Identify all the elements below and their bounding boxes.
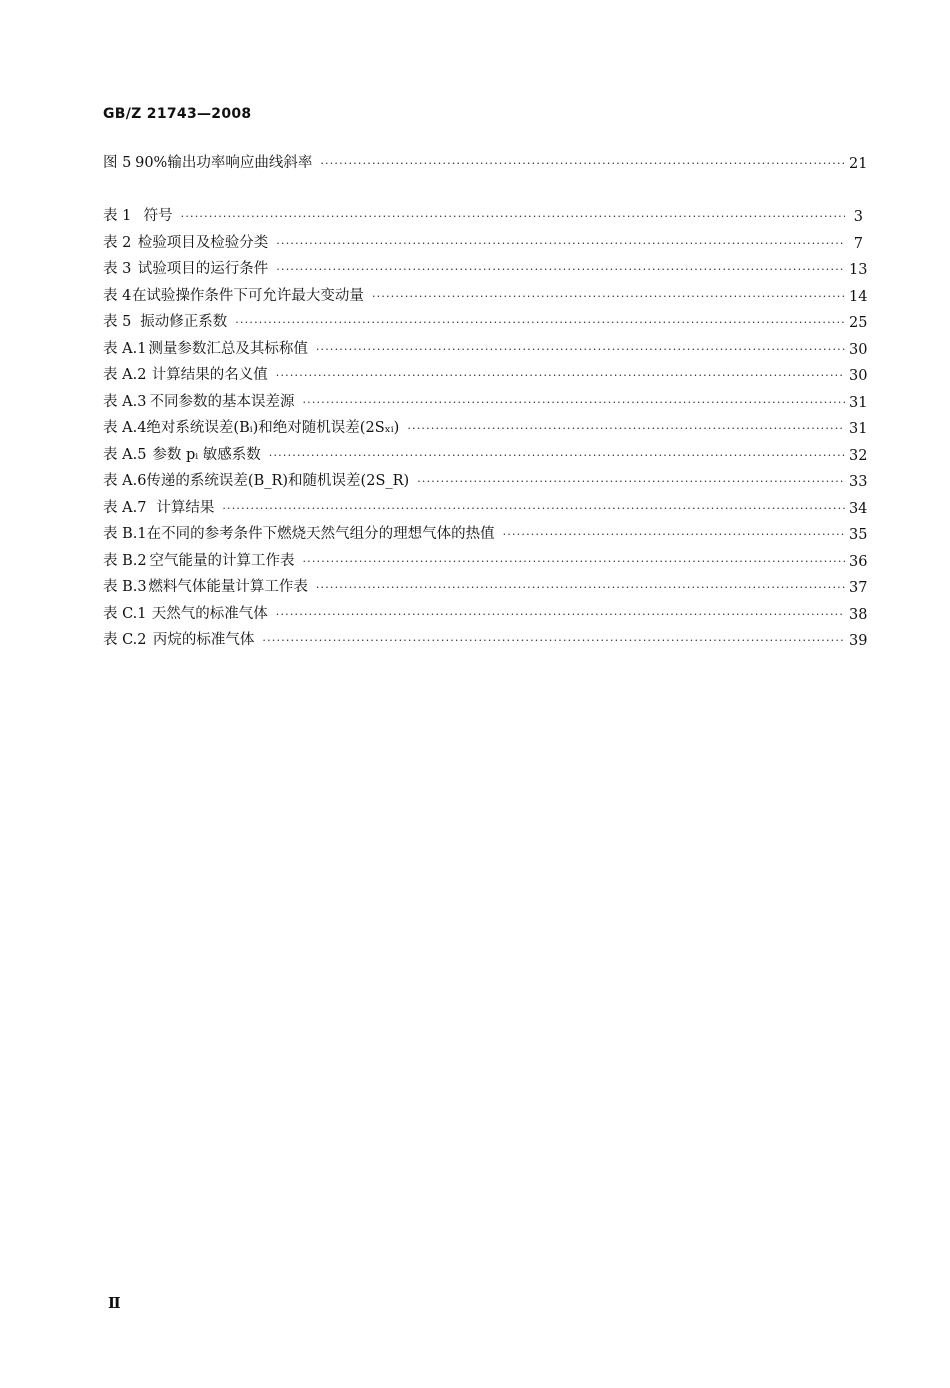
toc-entry-table-3[interactable]: [103, 256, 868, 278]
toc-entry-table-b3[interactable]: [103, 574, 868, 596]
entry-page: 30: [849, 342, 868, 358]
dot-leader: [235, 315, 845, 331]
dot-leader: [181, 209, 845, 225]
entry-label: 表 2: [103, 235, 132, 251]
entry-title: 空气能量的计算工作表: [149, 553, 295, 569]
entry-page: 7: [853, 236, 863, 252]
toc-entry-table-a3[interactable]: [103, 389, 868, 411]
dot-leader: [302, 395, 845, 411]
toc-entry-table-c2[interactable]: [103, 627, 868, 649]
entry-label: 表 1: [103, 208, 132, 224]
entry-page: 38: [849, 607, 868, 623]
entry-title: 测量参数汇总及其标称值: [148, 341, 308, 357]
toc-entry-figure-5[interactable]: [103, 150, 868, 172]
entry-title: 在试验操作条件下可允许最大变动量: [131, 288, 364, 304]
entry-label: 表 A.2: [103, 367, 147, 383]
entry-page: 25: [849, 315, 868, 331]
entry-page: 32: [849, 448, 868, 464]
entry-title: 试验项目的运行条件: [137, 261, 269, 277]
dot-leader: [316, 342, 845, 358]
entry-page: 35: [849, 527, 868, 543]
entry-title: 计算结果: [156, 500, 215, 516]
page-number: Ⅱ: [108, 1294, 121, 1312]
entry-page: 36: [849, 554, 868, 570]
entry-title: 检验项目及检验分类: [137, 235, 269, 251]
entry-page: 34: [848, 501, 868, 517]
toc-entry-table-a4[interactable]: [103, 415, 868, 437]
dot-leader: [262, 633, 845, 649]
toc-entry-table-b1[interactable]: [103, 521, 868, 543]
dot-leader: [417, 474, 845, 490]
dot-leader: [503, 527, 845, 543]
toc-entry-table-b2[interactable]: [103, 548, 868, 570]
entry-label: 表 4: [103, 288, 132, 304]
entry-page: 21: [849, 156, 868, 172]
dot-leader: [276, 236, 845, 252]
entry-title: 参数 pᵢ 敏感系数: [152, 447, 261, 463]
dot-leader: [276, 262, 845, 278]
toc-entry-table-2[interactable]: [103, 230, 863, 252]
entry-label: 图 5: [103, 155, 132, 171]
entry-label: 表 A.5: [103, 447, 147, 463]
entry-label: 表 5: [103, 314, 132, 330]
entry-label: 表 A.7: [103, 500, 147, 516]
dot-leader: [269, 448, 845, 464]
toc-entry-table-c1[interactable]: [103, 601, 868, 623]
toc-entry-table-a7[interactable]: [103, 495, 868, 517]
dot-leader: [302, 554, 845, 570]
entry-label: 表 A.6: [103, 473, 147, 489]
entry-label: 表 B.3: [103, 579, 147, 595]
entry-title: 天然气的标准气体: [151, 606, 268, 622]
toc-entry-table-4[interactable]: [103, 283, 868, 305]
entry-page: 39: [849, 633, 868, 649]
entry-page: 31: [849, 421, 868, 437]
entry-title: 绝对系统误差(Bᵢ)和绝对随机误差(2Sₓᵢ): [146, 420, 400, 436]
dot-leader: [372, 289, 845, 305]
dot-leader: [222, 501, 845, 517]
toc-entry-table-a2[interactable]: [103, 362, 868, 384]
entry-label: 表 A.3: [103, 394, 147, 410]
entry-title: 不同参数的基本误差源: [149, 394, 295, 410]
dot-leader: [320, 156, 845, 172]
toc-entry-table-a6[interactable]: [103, 468, 868, 490]
entry-title: 符号: [143, 208, 173, 224]
entry-page: 30: [849, 368, 868, 384]
toc-entry-table-a5[interactable]: [103, 442, 868, 464]
entry-label: 表 C.2: [103, 632, 147, 648]
entry-label: 表 3: [103, 261, 132, 277]
entry-page: 3: [853, 209, 863, 225]
entry-page: 37: [849, 580, 868, 596]
entry-title: 传递的系统误差(B_R)和随机误差(2S_R): [146, 473, 410, 489]
entry-label: 表 A.4: [103, 420, 147, 436]
entry-label: 表 A.1: [103, 341, 147, 357]
entry-label: 表 C.1: [103, 606, 147, 622]
dot-leader: [407, 421, 845, 437]
toc-entry-table-1[interactable]: [103, 203, 863, 225]
entry-title: 振动修正系数: [140, 314, 228, 330]
entry-page: 33: [849, 474, 868, 490]
toc-entry-table-5[interactable]: [103, 309, 868, 331]
entry-page: 13: [849, 262, 868, 278]
entry-label: 表 B.2: [103, 553, 147, 569]
entry-page: 14: [849, 289, 868, 305]
entry-title: 在不同的参考条件下燃烧天然气组分的理想气体的热值: [146, 526, 495, 542]
entry-title: 燃料气体能量计算工作表: [148, 579, 308, 595]
toc-entry-table-a1[interactable]: [103, 336, 868, 358]
dot-leader: [276, 368, 845, 384]
entry-label: 表 B.1: [103, 526, 147, 542]
dot-leader: [276, 607, 845, 623]
entry-title: 丙烷的标准气体: [152, 632, 255, 648]
entry-title: 计算结果的名义值: [151, 367, 268, 383]
document-code: GB/Z 21743—2008: [103, 106, 252, 122]
entry-page: 31: [849, 395, 868, 411]
dot-leader: [316, 580, 845, 596]
entry-title: 90%输出功率响应曲线斜率: [135, 155, 313, 171]
